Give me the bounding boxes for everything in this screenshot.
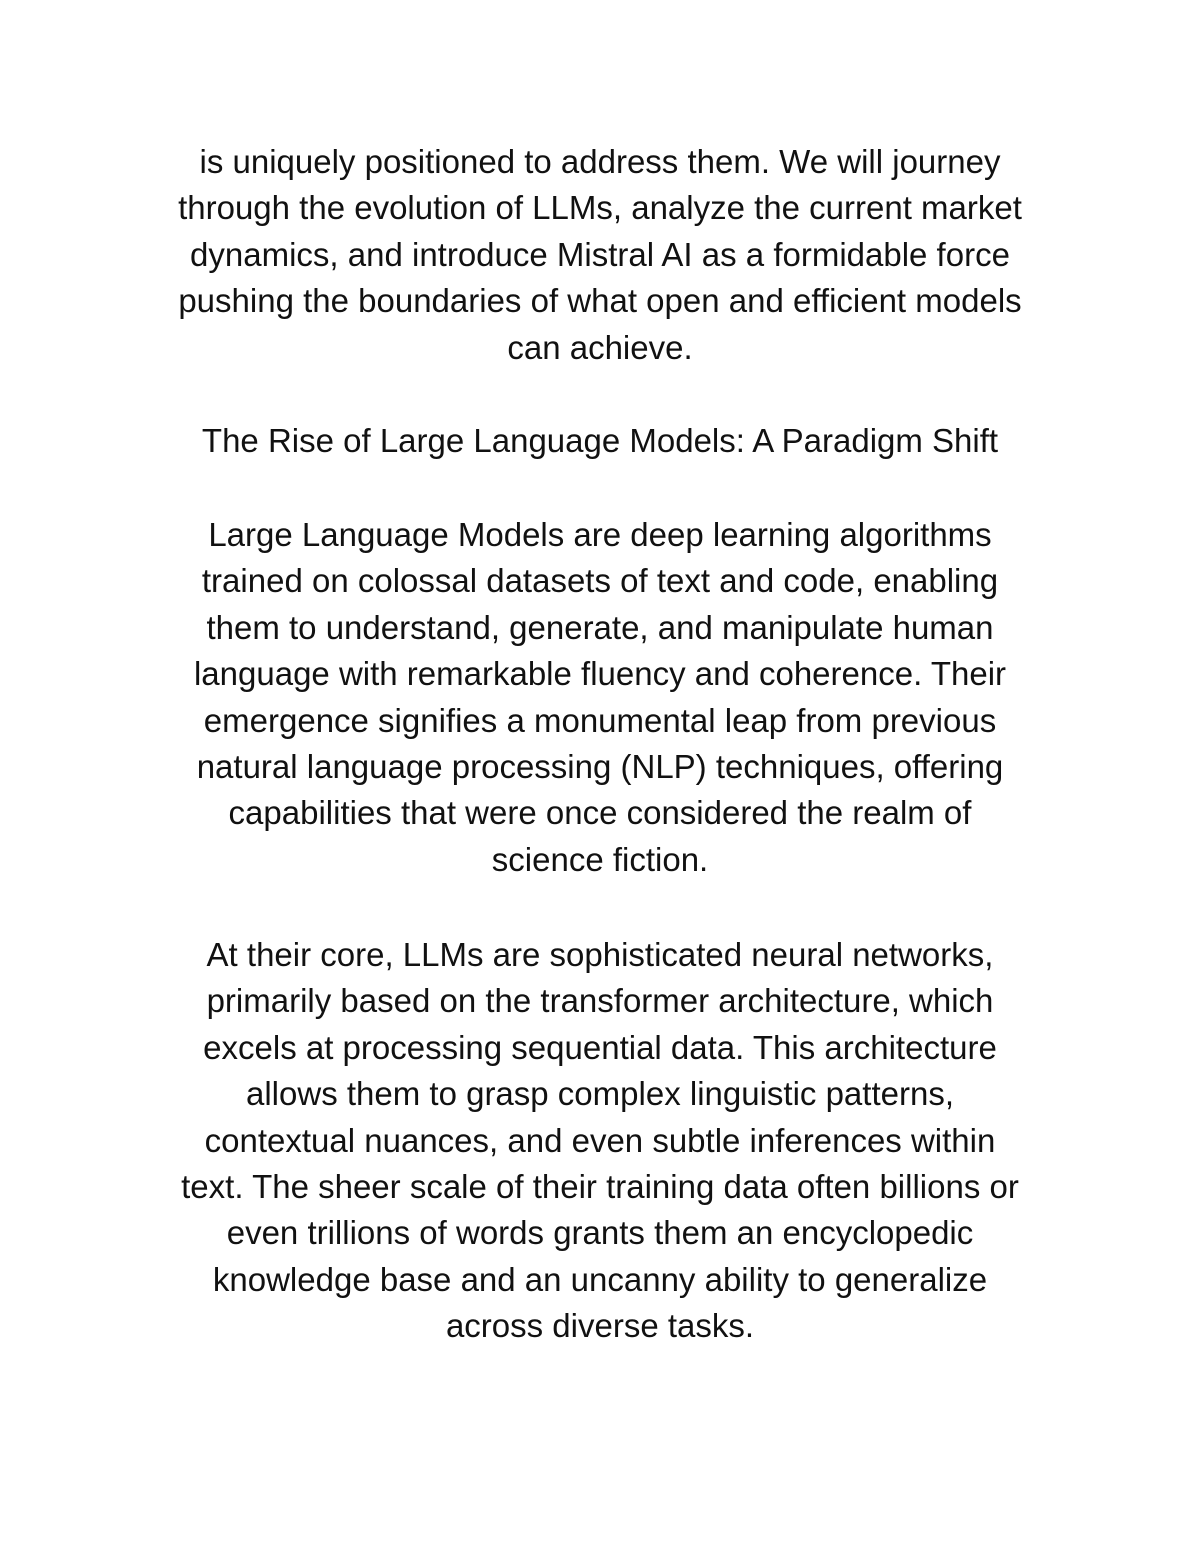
text-line: natural language processing (NLP) techniques, offering: [196, 747, 1004, 785]
text-line: emergence signifies a monumental leap from previous: [203, 701, 997, 739]
text-line: even trillions of words grants them an encyclopedic: [226, 1214, 974, 1252]
text-line: allows them to grasp complex linguistic patterns,: [246, 1075, 954, 1113]
paragraph-llm-definition: [140, 512, 1060, 883]
text-line: through the evolution of LLMs, analyze the current market: [178, 189, 1022, 227]
text-line: can achieve.: [507, 328, 693, 366]
text-line: text. The sheer scale of their training data often billions or: [181, 1167, 1019, 1205]
text-line: At their core, LLMs are sophisticated neural networks,: [206, 936, 994, 973]
text-line: dynamics, and introduce Mistral AI as a formidable force: [190, 235, 1010, 273]
text-line: Large Language Models are deep learning algorithms: [208, 516, 992, 553]
text-line: them to understand, generate, and manipulate human: [206, 608, 994, 646]
paragraph-intro-continuation: [140, 139, 1060, 371]
text-line: primarily based on the transformer architecture, which: [206, 982, 994, 1020]
paragraph-llm-core: [140, 932, 1060, 1350]
text-line: knowledge base and an uncanny ability to generalize: [212, 1260, 988, 1298]
text-line: is uniquely positioned to address them. We will journey: [199, 143, 1001, 180]
section-heading: [140, 418, 1060, 464]
text-line: contextual nuances, and even subtle inferences within: [204, 1121, 996, 1159]
text-line: capabilities that were once considered the realm of: [228, 794, 972, 832]
text-line: across diverse tasks.: [445, 1307, 755, 1345]
text-line: trained on colossal datasets of text and code, enabling: [201, 562, 999, 600]
text-line: excels at processing sequential data. This architecture: [203, 1028, 997, 1066]
text-line: science fiction.: [491, 840, 709, 878]
heading-line: The Rise of Large Language Models: A Paradigm Shift: [201, 422, 999, 459]
text-line: language with remarkable fluency and coherence. Their: [193, 655, 1007, 693]
text-line: pushing the boundaries of what open and efficient models: [178, 282, 1022, 320]
